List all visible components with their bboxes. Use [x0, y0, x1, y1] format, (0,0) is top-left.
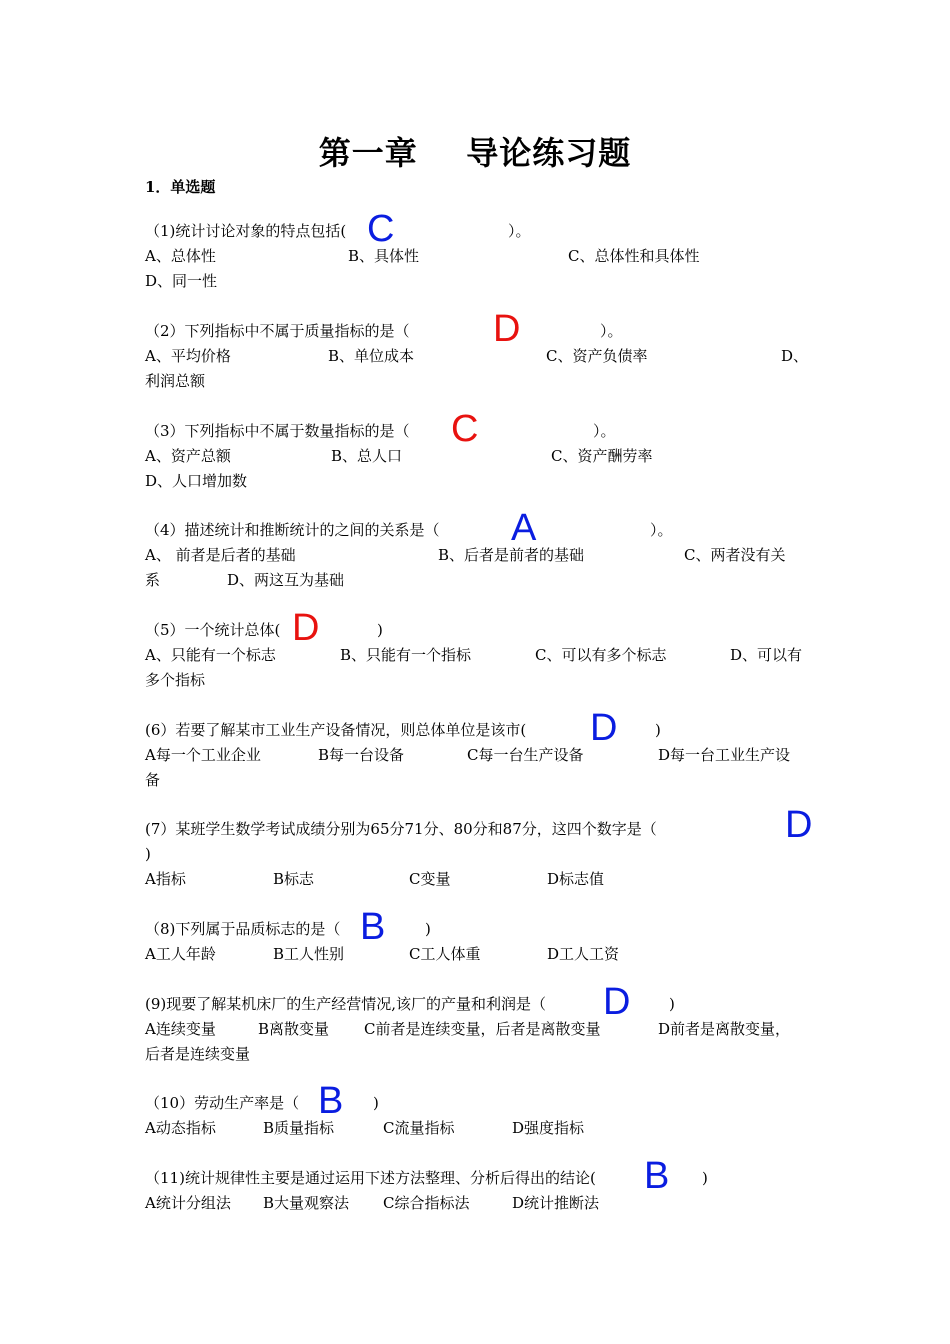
answer-mark: C [367, 208, 395, 250]
option-c: C工人体重 [409, 945, 481, 963]
question-11 [145, 1155, 810, 1216]
option-d: D统计推断法 [512, 1194, 600, 1212]
option-d-continued: 利润总额 [145, 372, 206, 390]
option-b: B工人性别 [273, 945, 345, 963]
option-b: B、具体性 [348, 247, 420, 265]
answer-mark: C [451, 408, 479, 450]
question-close-paren: ) [373, 1094, 379, 1112]
question-9 [145, 981, 810, 1067]
answer-mark: B [644, 1155, 670, 1197]
question-7 [145, 804, 813, 892]
question-close-paren: ）。 [593, 422, 616, 440]
option-a: A指标 [145, 870, 186, 888]
answer-mark: D [292, 607, 320, 649]
answer-mark: D [493, 308, 521, 350]
option-b: B、后者是前者的基础 [438, 546, 585, 564]
question-10 [145, 1080, 810, 1141]
question-stem: （4）描述统计和推断统计的之间的关系是（ [145, 521, 440, 539]
option-d: D、可以有 [730, 646, 803, 664]
question-stem: (9)现要了解某机床厂的生产经营情况,该厂的产量和利润是（ [145, 995, 547, 1013]
question-2 [145, 308, 810, 394]
question-stem: （2）下列指标中不属于质量指标的是（ [145, 322, 410, 340]
option-d: D、 [781, 347, 809, 365]
chapter-title: 第一章 导论练习题 [318, 134, 632, 172]
option-c: C变量 [409, 870, 451, 888]
question-close-paren: ) [655, 721, 661, 739]
option-b: B每一台设备 [318, 746, 405, 764]
option-b: B、总人口 [331, 447, 403, 465]
option-c: C前者是连续变量，后者是离散变量 [364, 1020, 601, 1038]
option-c: C综合指标法 [383, 1194, 470, 1212]
answer-mark: D [590, 707, 618, 749]
option-d: D前者是离散变量， [658, 1020, 791, 1038]
option-c: C、两者没有关 [684, 546, 786, 564]
option-d: D、两这互为基础 [227, 571, 345, 589]
option-d: D强度指标 [512, 1119, 585, 1137]
section-heading: 1．单选题 [145, 178, 216, 196]
answer-mark: B [360, 906, 386, 948]
answer-mark: D [785, 804, 813, 846]
question-stem: （5）一个统计总体( [145, 621, 281, 639]
question-close-paren: ) [702, 1169, 708, 1187]
option-b: B标志 [273, 870, 315, 888]
question-stem: （1)统计讨论对象的特点包括( [145, 222, 347, 240]
option-d: D、人口增加数 [145, 472, 248, 490]
question-stem: （10）劳动生产率是（ [145, 1094, 300, 1112]
option-a: A动态指标 [145, 1119, 216, 1137]
question-close-paren: ）。 [600, 322, 623, 340]
option-a: A每一个工业企业 [145, 746, 261, 764]
option-c-continued: 系 [145, 571, 161, 589]
question-close-paren: ）。 [650, 521, 673, 539]
question-close-paren: ) [425, 920, 431, 938]
option-a: A、平均价格 [145, 347, 231, 365]
option-d: D标志值 [547, 870, 605, 888]
answer-mark: B [318, 1080, 344, 1122]
question-1 [145, 208, 810, 294]
question-stem: （8)下列属于品质标志的是（ [145, 920, 341, 938]
option-c: C、资产酬劳率 [551, 447, 653, 465]
option-b: B离散变量 [258, 1020, 330, 1038]
option-c: C、可以有多个标志 [535, 646, 667, 664]
question-3 [145, 408, 810, 494]
option-c: C、资产负债率 [546, 347, 648, 365]
answer-mark: D [603, 981, 631, 1023]
option-c: C流量指标 [383, 1119, 455, 1137]
question-5 [145, 607, 810, 693]
question-stem: （3）下列指标中不属于数量指标的是（ [145, 422, 410, 440]
question-close-paren: ) [377, 621, 383, 639]
option-a: A、总体性 [145, 247, 216, 265]
question-stem: (6）若要了解某市工业生产设备情况，则总体单位是该市( [145, 721, 527, 739]
option-d: D、同一性 [145, 272, 218, 290]
option-a: A工人年龄 [145, 945, 216, 963]
question-stem: （11)统计规律性主要是通过运用下述方法整理、分析后得出的结论( [145, 1169, 596, 1187]
question-4 [145, 507, 810, 593]
option-a: A统计分组法 [145, 1194, 231, 1212]
option-b: B、只能有一个指标 [340, 646, 472, 664]
option-c: C每一台生产设备 [467, 746, 584, 764]
option-b: B、单位成本 [328, 347, 415, 365]
option-d-continued: 备 [145, 771, 161, 789]
option-a: A、 前者是后者的基础 [145, 546, 296, 564]
option-c: C、总体性和具体性 [568, 247, 700, 265]
option-d-continued: 多个指标 [145, 671, 206, 689]
option-a: A连续变量 [145, 1020, 216, 1038]
question-stem: (7）某班学生数学考试成绩分别为65分71分、80分和87分，这四个数字是（ [145, 820, 657, 838]
option-a: A、资产总额 [145, 447, 231, 465]
option-a: A、只能有一个标志 [145, 646, 276, 664]
option-b: B大量观察法 [263, 1194, 350, 1212]
option-d: D工人工资 [547, 945, 620, 963]
question-8 [145, 906, 810, 967]
option-d-continued: 后者是连续变量 [145, 1045, 251, 1063]
question-close-paren: ) [669, 995, 675, 1013]
question-close-paren: ）。 [508, 222, 531, 240]
question-6 [145, 707, 810, 793]
question-close-paren: ) [145, 845, 151, 863]
option-d: D每一台工业生产设 [658, 746, 791, 764]
answer-mark: A [511, 507, 537, 549]
option-b: B质量指标 [263, 1119, 335, 1137]
